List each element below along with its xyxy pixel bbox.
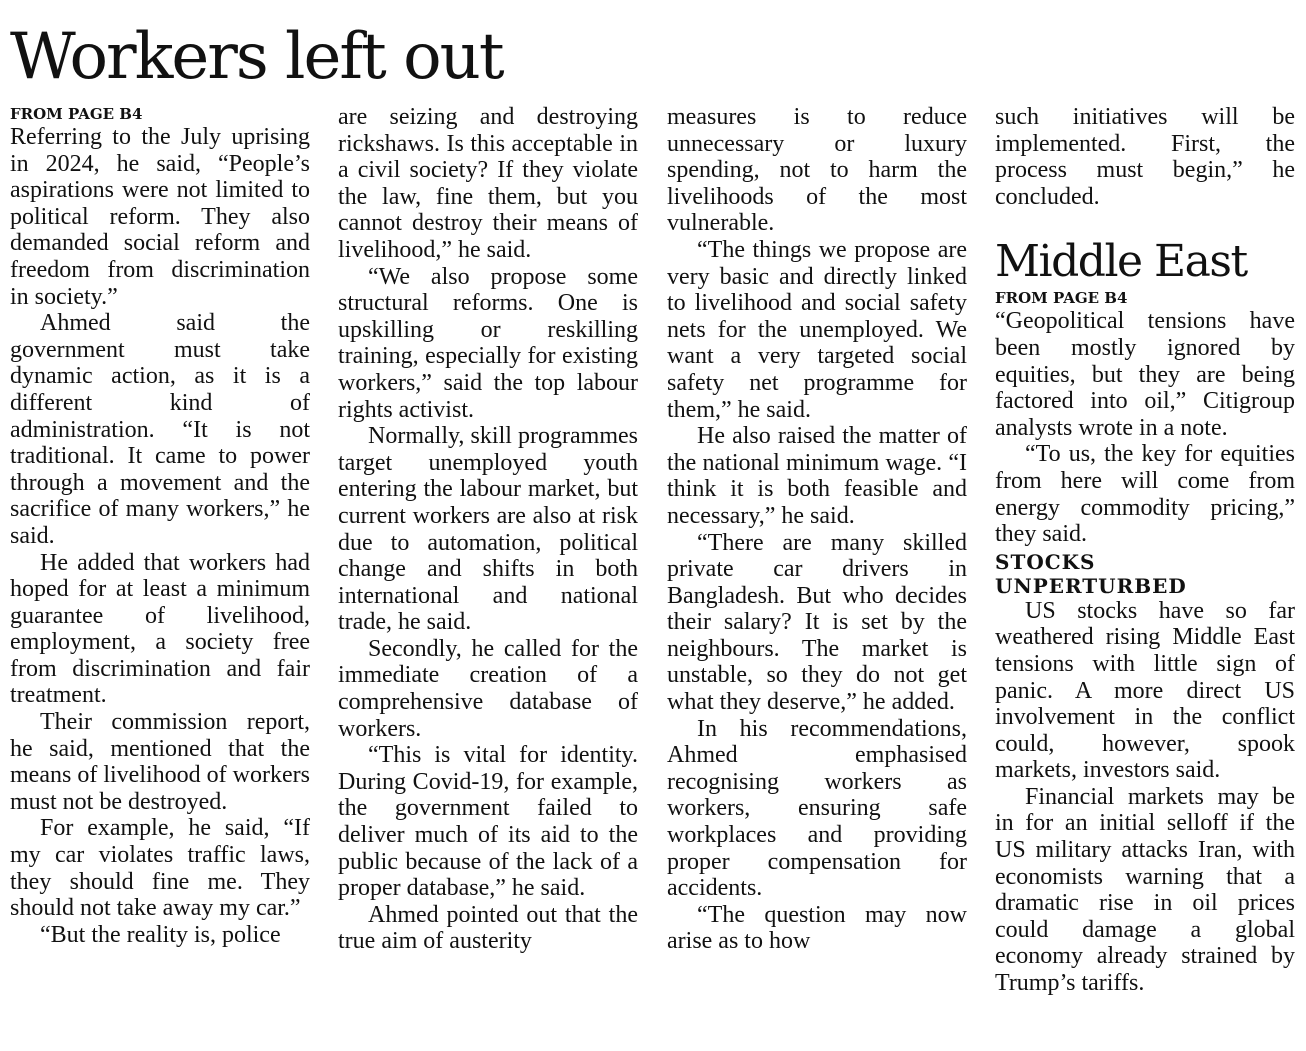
story-paragraph: are seizing and destroying rickshaws. Is this acceptable in a civil society? If they violate the law, fine them, but you cannot destroy their means of livelihood,” he said. [338, 104, 638, 263]
story-paragraph: He also raised the matter of the national minimum wage. “I think it is both feasible and necessary,” he said. [667, 423, 967, 529]
story-paragraph: “Geopolitical tensions have been mostly ignored by equities, but they are being factored into oil,” Citigroup analysts wrote in a note. [995, 308, 1295, 441]
story-paragraph: “The things we propose are very basic and directly linked to livelihood and social safety nets for the unemployed. We want a very targeted social safety net programme for them,” he said. [667, 236, 967, 423]
column-1 [10, 104, 310, 1044]
from-page-slug: FROM PAGE B4 [10, 105, 143, 123]
story-paragraph: measures is to reduce unnecessary or luxury spending, not to harm the livelihoods of the most vulnerable. [667, 104, 967, 237]
story-paragraph: “We also propose some structural reforms. One is upskilling or reskilling training, especially for existing workers,” said the top labour rights activist. [338, 263, 638, 423]
story-paragraph: Ahmed pointed out that the true aim of austerity [338, 901, 638, 955]
story-paragraph: Secondly, he called for the immediate creation of a comprehensive database of workers. [338, 635, 638, 742]
story-paragraph: He added that workers had hoped for at least a minimum guarantee of livelihood, employment, a society free from discrimination and fair treatment. [10, 549, 310, 709]
second-headline: Middle East [995, 236, 1247, 288]
headline: Workers left out [10, 20, 503, 94]
column-3 [667, 104, 967, 1044]
crosshead: STOCKS UNPERTURBED [995, 549, 1187, 598]
from-page-slug: FROM PAGE B4 [995, 289, 1128, 308]
story-paragraph: “To us, the key for equities from here will come from energy commodity pricing,” they said. [995, 441, 1295, 548]
story-paragraph-continued: “But the reality is, police [40, 921, 281, 948]
story-paragraph: “There are many skilled private car drivers in Bangladesh. But who decides their salary? It is set by the neighbours. The market is unstable, so they do not get what they deserve,” he added. [667, 529, 967, 716]
story-paragraph: In his recommendations, Ahmed emphasised recognising workers as workers, ensuring safe workplaces and providing proper compensation for accidents. [667, 715, 967, 902]
story-paragraph: “This is vital for identity. During Covid-19, for example, the government failed to deliver much of its aid to the public because of the lack of a proper database,” he said. [338, 742, 638, 902]
story-paragraph: Normally, skill programmes target unemployed youth entering the labour market, but current workers are also at risk due to automation, political change and shifts in both international and national trade, he said. [338, 423, 638, 636]
story-paragraph: Ahmed said the government must take dynamic action, as it is a different kind of administration. “It is not traditional. It came to power through a movement and the sacrifice of many workers,” he said. [10, 310, 310, 549]
story-paragraph: Referring to the July uprising in 2024, he said, “People’s aspirations were not limited to political reform. They also demanded social reform and freedom from discrimination in society.” [10, 124, 310, 310]
story-paragraph: Financial markets may be in for an initial selloff if the US military attacks Iran, with economists warning that a dramatic rise in oil prices could damage a global economy already strained by Trump’s tariffs. [995, 783, 1295, 997]
column-4 [995, 104, 1295, 1044]
column-2-body [338, 104, 638, 1044]
story-paragraph: Their commission report, he said, mentioned that the means of livelihood of workers must not be destroyed. [10, 709, 310, 815]
story-paragraph: US stocks have so far weathered rising Middle East tensions with little sign of panic. A more direct US involvement in the conflict could, however, spook markets, investors said. [995, 597, 1295, 784]
story-paragraph: such initiatives will be implemented. First, the process must begin,” he concluded. [995, 104, 1295, 210]
story-paragraph: For example, he said, “If my car violates traffic laws, they should fine me. They should not take away my car.” [10, 815, 310, 922]
story-paragraph: “The question may now arise as to how [667, 901, 967, 955]
